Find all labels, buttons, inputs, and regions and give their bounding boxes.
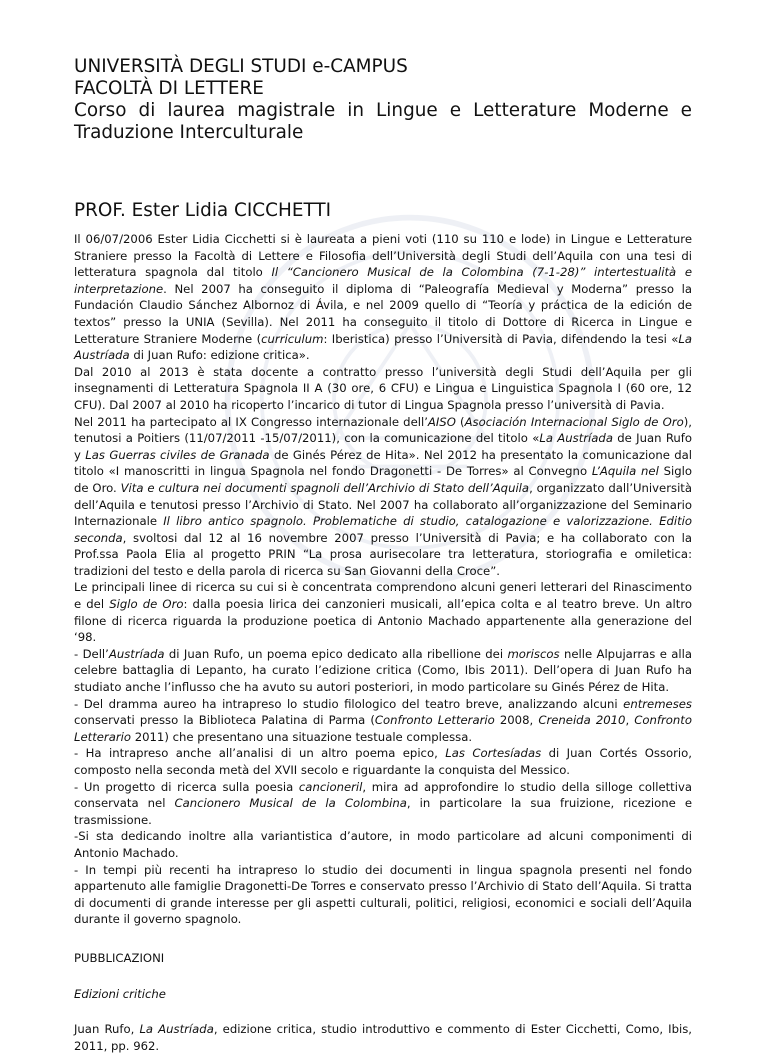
biography — [74, 231, 692, 928]
course-name: Corso di laurea magistrale in Lingue e Letterature Moderne e Traduzione Interculturale — [74, 100, 692, 143]
bio-paragraph-cortesiadas: - Ha intrapreso anche all’analisi di un altro poema epico, Las Cortesíadas di Juan Cortés Ossorio, composto nella seconda metà del XVII secolo e riguardante la conquista del Messico. — [74, 746, 692, 777]
bio-paragraph-theatre: - Del dramma aureo ha intrapreso lo studio filologico del teatro breve, analizzando alcuni entremeses conservati presso la Biblioteca Palatina di Parma (Confronto Letterario 2008, Creneida 2010, Confronto Letterario 2011) che presentano una situazione testuale complessa. — [74, 696, 692, 744]
document-page — [74, 56, 692, 1054]
bio-paragraph-machado: -Si sta dedicando inoltre alla variantistica d’autore, in modo particolare ad alcuni componimenti di Antonio Machado. — [74, 829, 692, 860]
bio-paragraph-cancionero: - Un progetto di ricerca sulla poesia cancioneril, mira ad approfondire lo studio della silloge collettiva conservata nel Cancionero Musical de la Colombina, in particolare la sua fruizione, ricezione e trasmissione. — [74, 779, 692, 827]
bio-paragraph-research-lines: Le principali linee di ricerca su cui si è concentrata comprendono alcuni generi letterari del Rinascimento e del Siglo de Oro: dalla poesia lirica dei canzonieri musicali, all’epica colta e al teatro breve. Un altro filone di ricerca riguarda la produzione poetica di Antonio Machado appartenente alla generazione del ‘98. — [74, 580, 692, 645]
publication-item: Juan Rufo, La Austríada, edizione critica, studio introduttivo e commento di Ester Cicchetti, Como, Ibis, 2011, pp. 962. — [74, 1022, 692, 1053]
critical-editions-heading: Edizioni critiche — [74, 986, 166, 1001]
professor-name: PROF. Ester Lidia CICCHETTI — [74, 200, 332, 221]
bio-paragraph-teaching: Dal 2010 al 2013 è stata docente a contratto presso l’università degli Studi dell’Aquila per gli insegnamenti di Letteratura Spagnola II A (30 ore, 6 CFU) e Lingua e Linguistica Spagnola I (60 ore, 12 CFU). Dal 2007 al 2010 ha ricoperto l’incarico di tutor di Lingua Spagnola presso l’università di Pavia. — [74, 364, 692, 412]
bio-paragraph-austriada: - Dell’Austríada di Juan Rufo, un poema epico dedicato alla ribellione dei moriscos nelle Alpujarras e alla celebre battaglia di Lepanto, ha curato l’edizione critica (Como, Ibis 2011). Dell’opera di Juan Rufo ha studiato anche l’influsso che ha avuto su autori posteriori, in modo particolare su Ginés Pérez de Hita. — [74, 646, 693, 695]
publications-heading: PUBBLICAZIONI — [74, 950, 165, 965]
bio-paragraph-conferences: Nel 2011 ha partecipato al IX Congresso internazionale dell’AISO (Asociación Internacional Siglo de Oro), tenutosi a Poitiers (11/07/2011 -15/07/2011), con la comunicazione del titolo «La Austríada de Juan Rufo y Las Guerras civiles de Granada de Ginés Pérez de Hita». Nel 2012 ha presentato la comunicazione dal titolo «I manoscritti in lingua Spagnola nel fondo Dragonetti - De Torres» al Convegno L’Aquila nel Siglo de Oro. Vita e cultura nei documenti spagnoli dell’Archivio di Stato dell’Aquila, organizzato dall’Università dell’Aquila e tenutosi presso l’Archivio di Stato. Nel 2007 ha collaborato all’organizzazione del Seminario Internazionale Il libro antico spagnolo. Problematiche di studio, catalogazione e valorizzazione. Editio seconda, svoltosi dal 12 al 16 novembre 2007 presso l’Università di Pavia; e ha collaborato con la Prof.ssa Paola Elia al progetto PRIN “La prosa aurisecolare tra letteratura, storiografia e omiletica: tradizioni del testo e della parola di ricerca su San Giovanni della Croce”. — [74, 414, 693, 578]
university-name: UNIVERSITÀ DEGLI STUDI e-CAMPUS — [74, 56, 408, 77]
bio-paragraph-education: Il 06/07/2006 Ester Lidia Cicchetti si è laureata a pieni voti (110 su 110 e lode) in Lingue e Letterature Straniere presso la Facoltà di Lettere e Filosofia dell’Università degli Studi dell’Aquila con una tesi di letteratura spagnola dal titolo Il “Cancionero Musical de la Colombina (7-1-28)” intertestualità e interpretazione. Nel 2007 ha conseguito il diploma di “Paleografía Medieval y Moderna” presso la Fundación Claudio Sánchez Albornoz di Ávila, e nel 2009 quello di “Teoría y práctica de la edición de textos” presso la UNIA (Sevilla). Nel 2011 ha conseguito il titolo di Dottore di Ricerca in Lingue e Letterature Straniere Moderne (curriculum: Iberistica) presso l’Università di Pavia, difendendo la tesi «La Austríada di Juan Rufo: edizione critica». — [74, 232, 692, 363]
faculty-name: FACOLTÀ DI LETTERE — [74, 78, 264, 99]
bio-paragraph-archives: - In tempi più recenti ha intrapreso lo studio dei documenti in lingua spagnola presenti nel fondo appartenuto alle famiglie Dragonetti-De Torres e conservato presso l’Archivio di Stato dell’Aquila. Si tratta di documenti di grande interesse per gli aspetti culturali, politici, religiosi, economici e sociali dell’Aquila durante il governo spagnolo. — [74, 862, 693, 927]
document-header — [74, 56, 692, 144]
